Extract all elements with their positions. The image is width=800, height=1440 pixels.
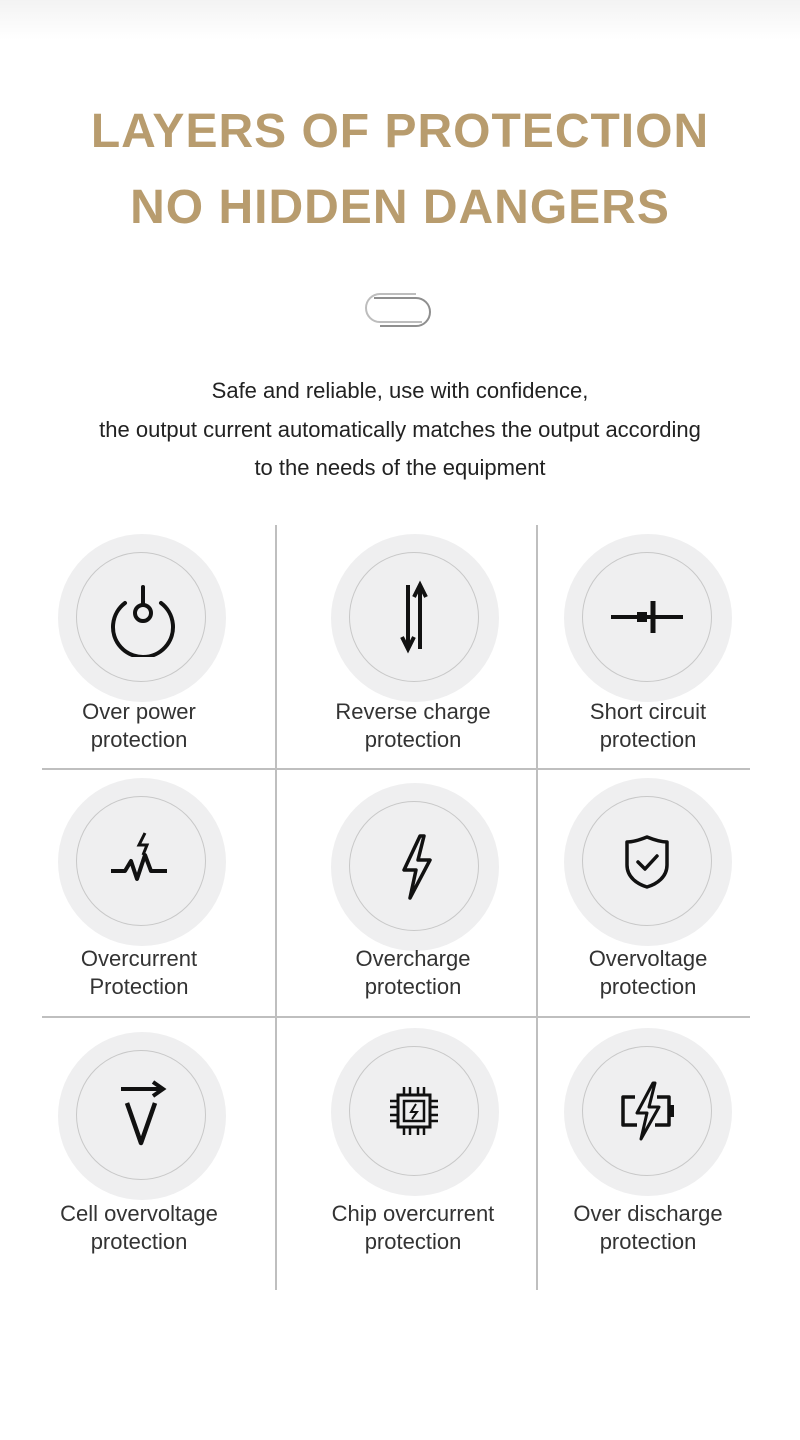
- feature-label-line-2: protection: [599, 727, 697, 752]
- grid-horizontal-line-2: [42, 1016, 750, 1018]
- icon-circle: [58, 534, 226, 702]
- icon-circle: [564, 534, 732, 702]
- battery-charging-icon: [607, 1071, 687, 1151]
- feature-label: [533, 945, 763, 1001]
- shield-check-icon: [607, 821, 687, 901]
- icon-circle: [331, 783, 499, 951]
- feature-label-line-2: protection: [364, 974, 462, 999]
- feature-label: [24, 1200, 254, 1256]
- feature-label: [533, 1200, 763, 1256]
- icon-circle: [564, 1028, 732, 1196]
- feature-label-line-1: Over power: [82, 699, 196, 724]
- grid-vertical-line-1: [275, 525, 277, 1290]
- feature-label: [533, 698, 763, 754]
- feature-label-line-2: Protection: [89, 974, 189, 999]
- feature-label: [298, 698, 528, 754]
- feature-label-line-1: Over discharge: [573, 1201, 723, 1226]
- power-icon: [101, 577, 181, 657]
- feature-label-line-1: Chip overcurrent: [331, 1201, 495, 1226]
- top-fade: [0, 0, 800, 40]
- subtitle-line-3: to the needs of the equipment: [254, 455, 546, 480]
- headline-line-2: NO HIDDEN DANGERS: [130, 181, 670, 234]
- icon-circle: [58, 778, 226, 946]
- feature-label-line-1: Overcurrent: [80, 946, 198, 971]
- chip-icon: [374, 1071, 454, 1151]
- reverse-arrows-icon: [374, 577, 454, 657]
- feature-label: [298, 945, 528, 1001]
- grid-vertical-line-2: [536, 525, 538, 1290]
- icon-circle: [58, 1032, 226, 1200]
- feature-label-line-1: Overcharge: [355, 946, 471, 971]
- feature-label-line-2: protection: [364, 727, 462, 752]
- icon-circle: [331, 1028, 499, 1196]
- lightning-bolt-icon: [374, 826, 454, 906]
- subtitle-line-2: the output current automatically matches the output according: [99, 416, 701, 442]
- feature-label-line-1: Overvoltage: [588, 946, 708, 971]
- feature-label-line-2: protection: [599, 1229, 697, 1254]
- feature-label-line-2: protection: [90, 727, 188, 752]
- feature-label: [24, 698, 254, 754]
- feature-label-line-2: protection: [364, 1229, 462, 1254]
- feature-label-line-1: Cell overvoltage: [60, 1201, 218, 1226]
- feature-label-line-1: Reverse charge: [335, 699, 491, 724]
- icon-circle: [564, 778, 732, 946]
- feature-label-line-1: Short circuit: [589, 699, 707, 724]
- headline-line-1: LAYERS OF PROTECTION: [90, 105, 710, 158]
- feature-label: [298, 1200, 528, 1256]
- voltage-vector-icon: [101, 1075, 181, 1155]
- icon-circle: [331, 534, 499, 702]
- subtitle: [0, 372, 800, 488]
- feature-label-line-2: protection: [90, 1229, 188, 1254]
- subtitle-line-1: Safe and reliable, use with confidence,: [211, 378, 589, 403]
- feature-label: [24, 945, 254, 1001]
- loop-link-icon: [358, 288, 438, 332]
- feature-label-line-2: protection: [599, 974, 697, 999]
- overcurrent-pulse-icon: [101, 821, 181, 901]
- short-circuit-icon: [607, 577, 687, 657]
- grid-horizontal-line-1: [42, 768, 750, 770]
